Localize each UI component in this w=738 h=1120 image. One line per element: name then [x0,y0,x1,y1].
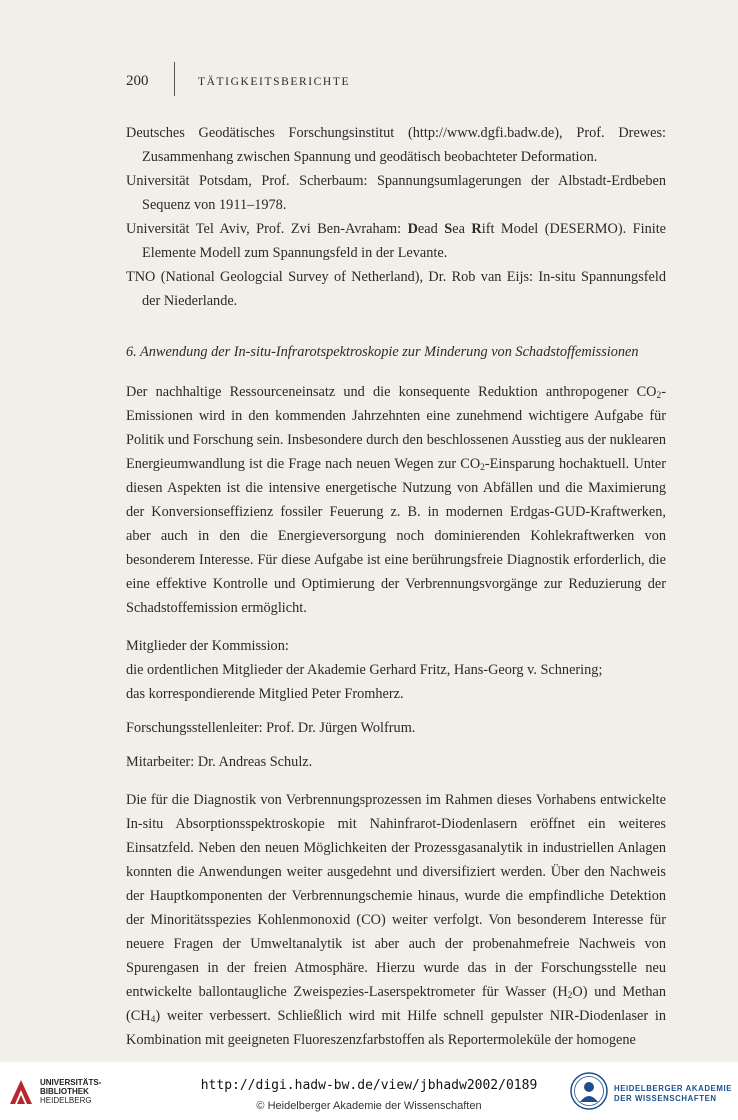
section-heading: 6. Anwendung der In-situ-Infrarotspektroskopie zur Minderung von Schadstoffemissionen [126,344,639,360]
copyright-notice: © Heidelberger Akademie der Wissenschaften [256,1100,482,1112]
list-item: Deutsches Geodätisches Forschungsinstitut (http://www.dgfi.badw.de), Prof. Drewes: Zusammenhang zwischen Spannung und geodätisch beobachteter Deformation. [126,125,666,165]
academy-seal-icon [570,1072,608,1110]
members-line: das korrespondierende Mitglied Peter Fromherz. [126,686,404,702]
header-divider [174,62,175,96]
running-header [126,73,686,93]
running-head-title: TÄTIGKEITSBERICHTE [198,76,351,88]
permalink-url[interactable]: http://digi.hadw-bw.de/view/jbhadw2002/0189 [200,1078,538,1093]
academy-name: HEIDELBERGER AKADEMIE DER WISSENSCHAFTEN [614,1084,733,1103]
members-label: Mitglieder der Kommission: [126,638,289,654]
list-item: TNO (National Geologcial Survey of Netherland), Dr. Rob van Eijs: In-situ Spannungsfeld der Niederlande. [126,269,666,309]
digitization-footer [0,1062,738,1120]
members-line: die ordentlichen Mitglieder der Akademie Gerhard Fritz, Hans-Georg v. Schnering; [126,662,603,678]
body-paragraph: Die für die Diagnostik von Verbrennungsprozessen im Rahmen dieses Vorhabens entwickelte In-situ Absorptionsspektroskopie mit Nahinfrarot-Diodenlasern eröffnet ein weiteres Einsatzfeld. Neben den neuen Möglichkeiten der Prozessgasanalytik in industriellen Anlagen konnten die Anwendungen weiter ausgedehnt und diversifiziert werden. Über den Nachweis der Hauptkomponenten der Verbrennungschemie hinaus, wurde die empfindliche Detektion der Minoritätsspezies Kohlenmonoxid (CO) weiter verfolgt. Von besonderem Interesse für neuere Fragen der Umweltanalytik ist aber auch der probenahmefreie Nachweis von Spurengasen in der freien Atmosphäre. Hierzu wurde das in der Forschungsstelle neu entwickelte ballontaugliche Zweispezies-Laserspektrometer für Wasser $(H_2O)$ und Methan $(CH_4)$ weiter verbessert. Schließlich wird mit Hilfe schnell gepulster NIR-Diodenlaser in Kombination mit geeigneten Fluoreszenzfarbstoffen als Reportermoleküle der homogene [126,792,666,1048]
staff-member: Mitarbeiter: Dr. Andreas Schulz. [126,754,313,770]
list-item: Universität Potsdam, Prof. Scherbaum: Spannungsumlagerungen der Albstadt-Erdbeben Sequenz von 1911–1978. [126,173,666,213]
page-body [126,121,666,1052]
page-number: 200 [126,73,149,89]
research-leader: Forschungsstellenleiter: Prof. Dr. Jürgen Wolfrum. [126,720,416,736]
university-library-name: UNIVERSITÄTS- BIBLIOTHEK HEIDELBERG [40,1078,102,1105]
intro-paragraph: Der nachhaltige Ressourceneinsatz und die konsequente Reduktion anthropogener $CO_2$-Emissionen wird in den kommenden Jahrzehnten eine zunehmend wichtigere Aufgabe für Politik und Forschung sein. Insbesondere durch den beschlossenen Ausstieg aus der nuklearen Energieumwandlung ist die Frage nach neuen Wegen zur $CO_2$-Einsparung hochaktuell. Unter diesen Aspekten ist die intensive energetische Nutzung von Abfällen und die Maximierung der Konversionseffizienz fossiler Feuerung z. B. in modernen Erdgas-GUD-Kraftwerken, aber auch in den die Energieversorgung noch dominierenden Kohlekraftwerken von besonderem Interesse. Für diese Aufgabe ist eine berührungsfreie Diagnostik erforderlich, die eine effektive Kontrolle und Optimierung der Verbrennungsvorgänge zur Reduzierung der Schadstoffemission ermöglicht. [126,384,666,616]
list-item: Universität Tel Aviv, Prof. Zvi Ben-Avraham: Dead Sea Rift Model (DESERMO). Finite Elemente Modell zum Spannungsfeld in der Levante. [126,221,667,261]
